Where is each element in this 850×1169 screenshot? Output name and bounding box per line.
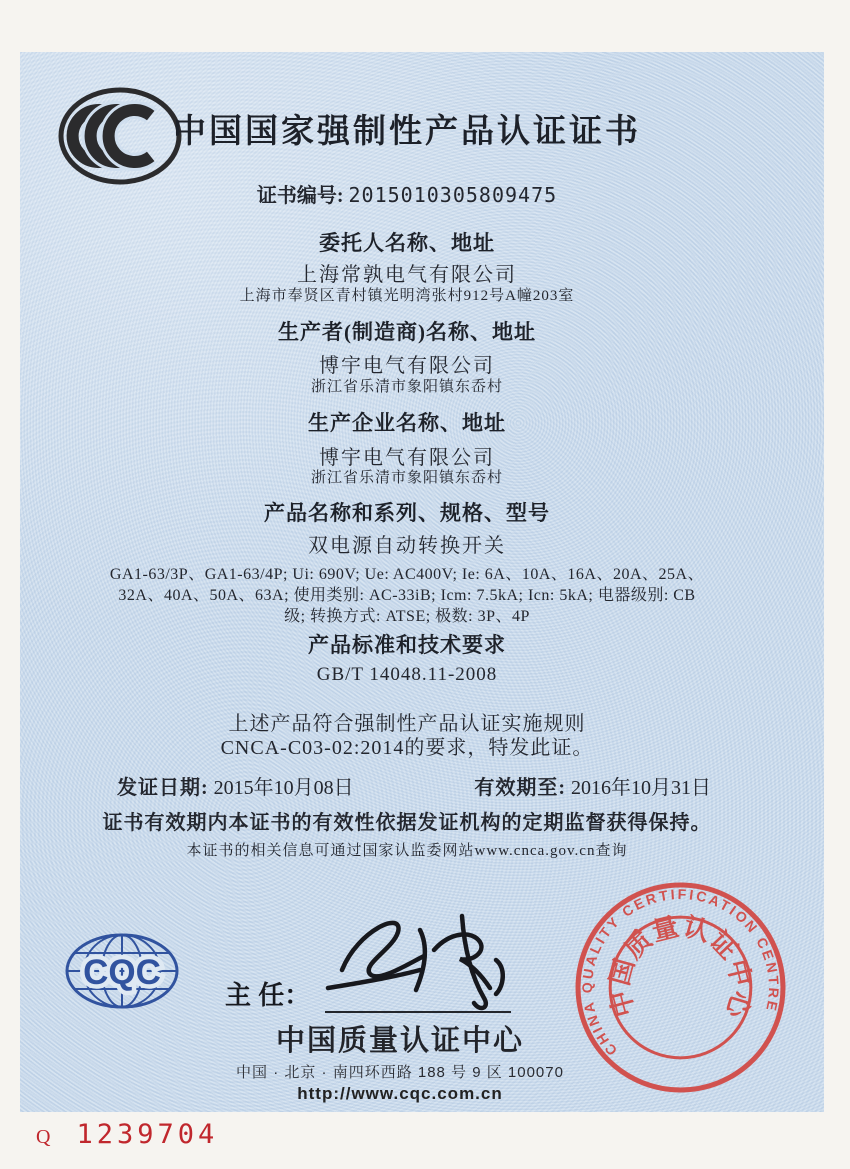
statement-line2: CNCA-C03-02:2014的要求，特发此证。 (220, 737, 594, 759)
cqc-logo-text: CQC (83, 953, 161, 992)
statement-line1: 上述产品符合强制性产品认证实施规则 (228, 713, 586, 735)
factory-name: 博宇电气有限公司 (319, 447, 495, 469)
organization-address: 中国 · 北京 · 南四环西路 188 号 9 区 100070 (236, 1064, 564, 1081)
issue-date-label: 发证日期: (117, 777, 209, 799)
product-spec (20, 564, 794, 627)
valid-until-value: 2016年10月31日 (571, 777, 711, 799)
valid-until-label: 有效期至: (474, 777, 566, 799)
director-label: 主 任： (225, 980, 311, 1010)
certificate-number-line (20, 179, 794, 208)
serial-digits: 1239704 (76, 1119, 219, 1150)
validity-note: 证书有效期内本证书的有效性依据发证机构的定期监督获得保持。 (102, 812, 712, 834)
applicant-name: 上海常孰电气有限公司 (297, 264, 517, 286)
product-spec-line2: 32A、40A、50A、63A; 使用类别: AC-33iB; Icm: 7.5kA; Icn: 5kA; 电器级别: CB (118, 587, 696, 604)
seal-inner-text: 中国质量认证中心 (605, 911, 757, 1022)
standard-value: GB/T 14048.11-2008 (316, 664, 498, 685)
organization-url: http://www.cqc.com.cn (297, 1084, 503, 1103)
applicant-heading: 委托人名称、地址 (319, 231, 495, 255)
product-spec-line3: 级; 转换方式: ATSE; 极数: 3P、4P (284, 608, 530, 625)
signature-line (325, 1011, 511, 1013)
factory-heading: 生产企业名称、地址 (308, 411, 506, 435)
issue-date-value: 2015年10月08日 (213, 777, 354, 799)
certificate-body (20, 52, 824, 1112)
factory-address: 浙江省乐清市象阳镇东岙村 (310, 470, 503, 486)
seal-outer-text: CHINA QUALITY CERTIFICATION CENTRE (579, 885, 783, 1059)
product-spec-line1: GA1-63/3P、GA1-63/4P; Ui: 690V; Ue: AC400V; Ie: 6A、10A、16A、20A、25A、 (109, 566, 705, 583)
manufacturer-name: 博宇电气有限公司 (319, 355, 495, 377)
certificate-title: 中国国家强制性产品认证证书 (173, 114, 641, 150)
applicant-address: 上海市奉贤区青村镇光明湾张村912号A幢203室 (239, 288, 575, 304)
dates-row (117, 771, 711, 800)
issue-date (117, 771, 354, 800)
svg-text:中国质量认证中心 (605, 912, 756, 1022)
organization-name: 中国质量认证中心 (275, 1025, 524, 1057)
standard-heading: 产品标准和技术要求 (308, 633, 506, 657)
manufacturer-address: 浙江省乐清市象阳镇东岙村 (310, 379, 503, 395)
manufacturer-heading: 生产者(制造商)名称、地址 (278, 320, 536, 344)
valid-until (474, 771, 711, 800)
certificate-number-label: 证书编号: (256, 185, 344, 207)
cqc-red-seal (573, 880, 788, 1095)
serial-prefix: Q (36, 1126, 51, 1148)
director-signature (320, 902, 530, 1017)
serial-number (36, 1119, 218, 1150)
cqc-logo-icon (62, 932, 182, 1012)
certificate-number-value: 2015010305809475 (348, 183, 558, 207)
query-note: 本证书的相关信息可通过国家认监委网站www.cnca.gov.cn查询 (186, 843, 628, 859)
product-heading: 产品名称和系列、规格、型号 (264, 501, 550, 525)
product-name: 双电源自动转换开关 (308, 535, 506, 557)
